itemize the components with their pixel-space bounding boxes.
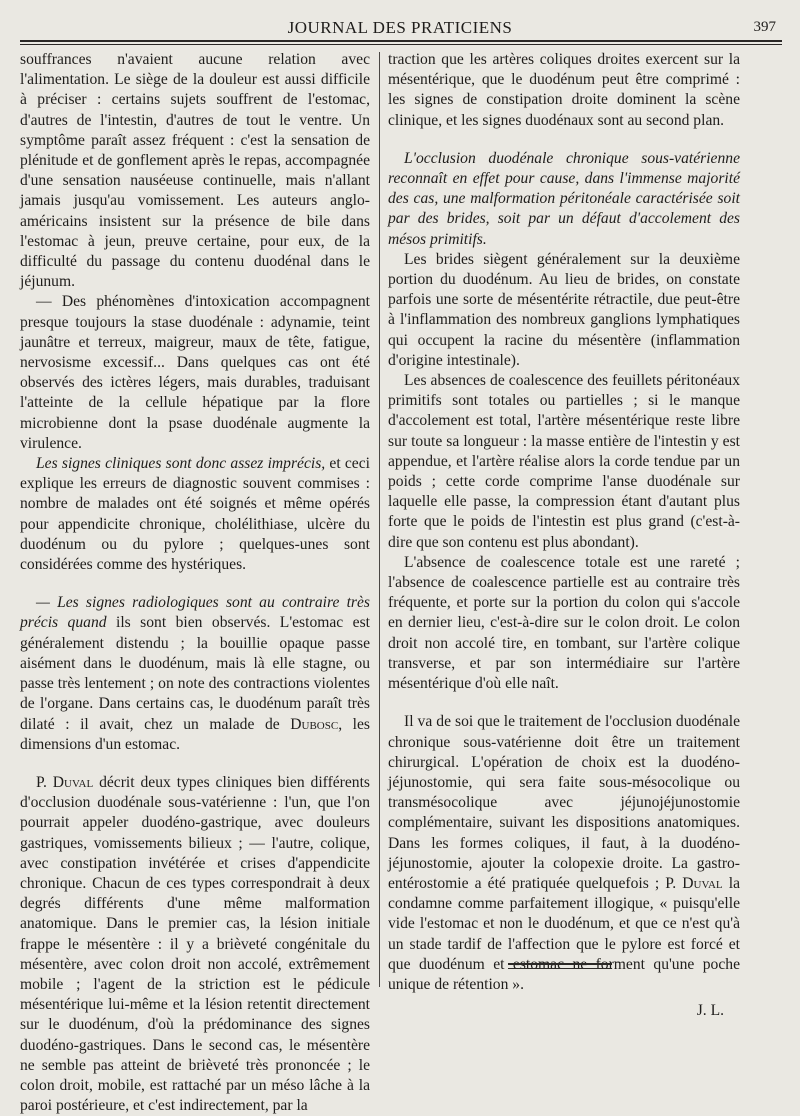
- right-paragraph-6-end: la condamne comme parfaitement illogique, « puisqu'elle vide l'estomac et non le duodénum, et que ce n'est qu'à un stade tardif de l'affection que le pylore est forcé et que duodénum et estomac ne forment qu'une poche unique de rétention ».: [388, 874, 740, 993]
- right-paragraph-5: L'absence de coalescence totale est une rareté ; l'absence de coalescence partielle est au contraire très fréquente, et porte sur la portion du colon qui s'accole en dernier lieu, c'est-à-dire sur le colon droit. Le colon droit non accolé tire, en tombant, sur l'artère colique transverse, et par son intermédiaire sur l'artère mésentérique d'où elle naît.: [388, 553, 740, 693]
- author-name-duval: Duval: [52, 773, 94, 791]
- right-paragraph-6-text: Il va de soi que le traitement de l'occlusion duodénale chronique sous-vatérienne doit être un traitement chirurgical. L'opération de choix est la duodéno-jéjunostomie, qui sera faite sous-mésocolique ou transmésocolique avec jéjunojéjunostomie complémentaire, suivant les dispositions anatomiques. Dans les formes coliques, il faut, à la duodéno-jéjunostomie, ajouter la colopexie droite. La gastro-entérostomie a été pratiquée quelquefois ; P.: [388, 713, 740, 892]
- right-paragraph-4: Les absences de coalescence des feuillets péritonéaux primitifs sont totales ou partielles ; si le manque d'accolement est total, l'artère mésentérique reste libre sur toute sa longueur : la masse entière de l'intestin y est appendue, et l'artère réalise alors la corde tendue par un poids ; cette corde comprime l'anse duodénale sur laquelle elle passe, la compression étant d'autant plus forte que le poids de l'intestin est plus grand (c'est-à-dire que son contenu est plus abondant).: [388, 372, 740, 551]
- left-paragraph-1: souffrances n'avaient aucune relation avec l'alimentation. Le siège de la douleur est aussi difficile à préciser : certains sujets souffrent de l'estomac, d'autres de l'intestin, d'autres de tout le ventre. Un symptôme paraît assez fréquent : c'est la sensation de plénitude et de gonflement après le repas, accompagnée d'une sensation nauséeuse continuelle, mais n'allant jamais jusqu'au vomissement. Les auteurs anglo-américains insistent sur la présence de bile dans l'estomac à jeun, preuve certaine, pour eux, de la difficulté du passage du contenu duodénal dans le jéjunum.: [20, 51, 370, 291]
- author-signature: J. L.: [696, 1002, 724, 1020]
- right-paragraph-3: Les brides siègent généralement sur la deuxième portion du duodénum. Au lieu de brides, on constate parfois une sorte de mésentérite rétractile, due peut-être à l'inflammation des nombreux ganglions lymphatiques qui occupent la racine du mésentère (inflammation d'origine intestinale).: [388, 250, 740, 369]
- clinical-signs-emphasis: Les signes cliniques sont donc assez imprécis,: [36, 455, 326, 473]
- radiological-signs-emphasis: — Les signes radiologiques sont au contraire très précis quand: [20, 594, 370, 632]
- header-rule: [20, 40, 782, 45]
- left-paragraph-4-end: , les dimensions d'un estomac.: [20, 715, 371, 753]
- right-paragraph-6: [388, 712, 740, 995]
- left-paragraph-3: [20, 454, 370, 575]
- right-paragraph-1: traction que les artères coliques droites exercent sur la mésentérique, que le duodénum peut être comprimé : les signes de constipation droite dominent la scène clinique, et les signes duodénaux sont au second plan.: [388, 51, 740, 129]
- running-title: JOURNAL DES PRATICIENS: [287, 18, 513, 37]
- left-column: [20, 50, 370, 1116]
- author-name-duval-2: Duval: [682, 874, 723, 892]
- left-paragraph-5: [20, 773, 370, 1116]
- end-rule: [508, 963, 612, 969]
- left-paragraph-2: — Des phénomènes d'intoxication accompagnent presque toujours la stase duodénale : adynamie, teint jaunâtre et terreux, maigreur, maux de tête, fatigue, nervosisme excessif... Dans quelques cas ont été observés des ictères légers, mais durables, traduisant l'atteinte de la cellule hépatique par la flore microbienne dont la psase duodénale augmente la virulence.: [20, 293, 370, 452]
- left-paragraph-4-text: ils sont bien observés. L'estomac est généralement distendu ; la bouillie opaque passe aisément dans le duodénum, mais là elle stagne, ou passe très lentement ; on note des contractions violentes de l'organe. Dans certains cas, le duodénum paraît très dilaté : il avait, chez un malade de: [20, 614, 370, 733]
- left-paragraph-4: [20, 593, 370, 755]
- left-paragraph-5-text: décrit deux types cliniques bien différents d'occlusion duodénale sous-vatérienne : l'un, que l'on pourrait appeler duodéno-gastrique, avec douleurs gastriques, vomissements bilieux ; — l'autre, colique, avec constipation invétérée et crises d'appendicite chronique. Chacun de ces types correspondrait à deux degrés différents d'une même malformation anatomique. Dans le premier cas, la lésion initiale frappe le mésentère : il y a brièveté congénitale du mésentère, avec colon droit non accolé, extrêmement mobile ; l'agent de la striction est le pédicule mésentérique lui-même et la lésion retentit directement sur le duodénum, d'où la prédominance des signes duodéno-gastriques. Dans le second cas, le mésentère ne semble pas atteint de brièveté très prononcée ; le colon droit, mobile, est rattaché par un méso lâche à la paroi postérieure, et c'est indirectement, par la: [20, 773, 370, 1115]
- page-number: 397: [753, 19, 776, 35]
- page-header: [20, 16, 780, 42]
- left-paragraph-3-text: et ceci explique les erreurs de diagnostic souvent commises : nombre de malades ont été soignés et même opérés pour appendicite chronique, cholélithiase, ulcère du duodénum ou du pylore ; quelques-unes sont considérées comme des hystériques.: [20, 455, 370, 574]
- author-name-dubosc: Dubosc: [290, 715, 339, 733]
- column-divider: [379, 52, 380, 987]
- right-column: [388, 50, 740, 1021]
- conclusion-emphasis: L'occlusion duodénale chronique sous-vatérienne reconnaît en effet pour cause, dans l'immense majorité des cas, une malformation péritonéale caractérisée soit par des brides, soit par un défaut d'accolement des mésos primitifs.: [388, 149, 740, 248]
- author-initial: P.: [36, 773, 53, 791]
